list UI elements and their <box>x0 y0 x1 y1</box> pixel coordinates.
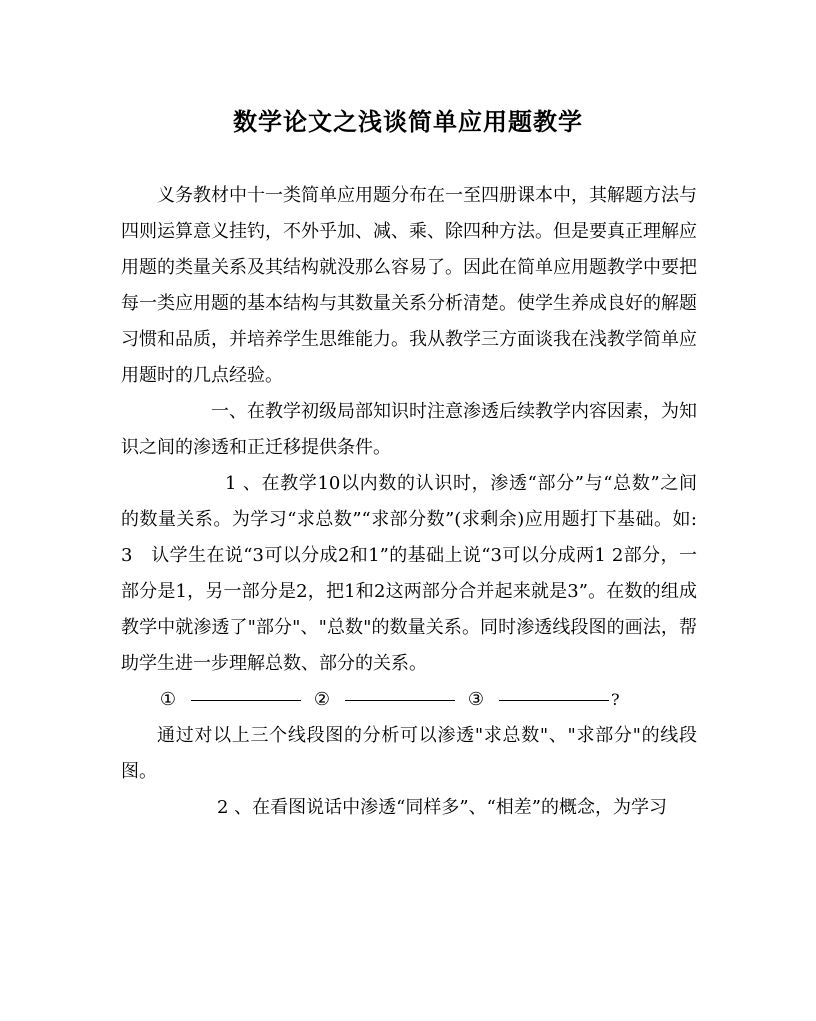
segment-label-1: ① <box>159 689 177 710</box>
intro-paragraph: 义务教材中十一类简单应用题分布在一至四册课本中，其解题方法与四则运算意义挂钓，不外乎加、减、乘、除四种方法。但是要真正理解应用题的类量关系及其结构就没那么容易了。因此在简单应用题教学中要把每一类应用题的基本结构与其数量关系分析清楚。使学生养成良好的解题习惯和品质，并培养学生思维能力。我从教学三方面谈我在浅教学简单应用题时的几点经验。 <box>121 185 697 386</box>
segment-line-1 <box>191 700 301 701</box>
analysis-paragraph: 通过对以上三个线段图的分析可以渗透"求总数"、"求部分"的线段图。 <box>121 725 697 782</box>
segment-line-3 <box>499 700 609 701</box>
subsection-one-paragraph: 1 、在教学10以内数的认识时，渗透“部分”与“总数”之间的数量关系。为学习“求总数”“求部分数”(求剩余)应用题打下基础。如: 3 认学生在说“3可以分成2和1”的基础上说“3可以分成两1 2部分，一部分是1，另一部分是2，把1和2这两部分合并起来就是3”。在数的组成教学中就渗透了"部分"、"总数"的数量关系。同时渗透线段图的画法，帮助学生进一步理解总数、部分的关系。 <box>121 473 697 674</box>
document-body <box>121 178 697 826</box>
segment-diagram <box>121 682 697 718</box>
segment-line-2 <box>345 700 455 701</box>
segment-end-mark: ? <box>611 690 620 709</box>
document-title: 数学论文之浅谈简单应用题教学 <box>233 107 583 136</box>
segment-label-2: ② <box>313 689 331 710</box>
segment-label-3: ③ <box>467 689 485 710</box>
subsection-two-paragraph: 2 、在看图说话中渗透“同样多”、“相差”的概念，为学习 <box>217 797 667 818</box>
section-one-heading: 一、在教学初级局部知识时注意渗透后续教学内容因素，为知识之间的渗透和正迁移提供条件。 <box>121 401 697 458</box>
